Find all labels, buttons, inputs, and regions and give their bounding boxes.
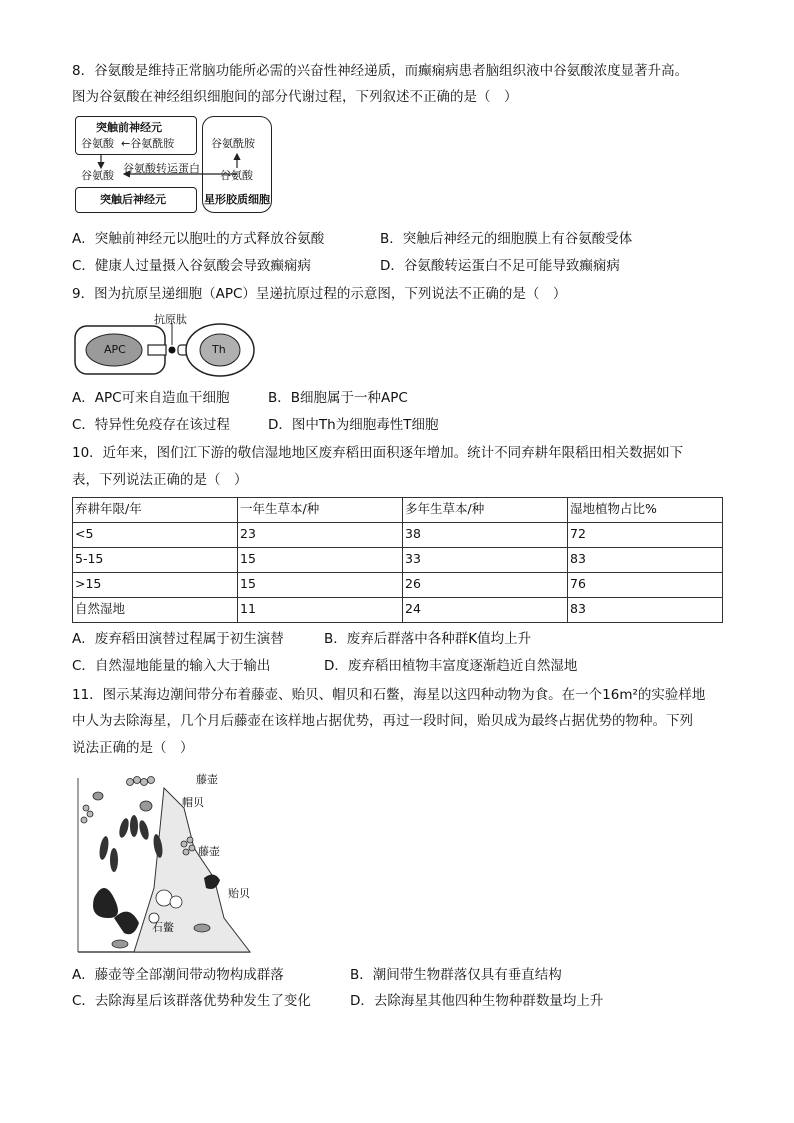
- q10-option-d: D．废弃稻田植物丰富度逐渐趋近自然湿地: [324, 658, 578, 674]
- label-mussel: 贻贝: [228, 887, 250, 900]
- table-cell: 83: [568, 598, 723, 623]
- table-cell: >15: [73, 573, 238, 598]
- glu-left-bottom: 谷氨酸: [81, 169, 114, 182]
- table-cell: 33: [403, 548, 568, 573]
- table-header-cell: 湿地植物占比%: [568, 498, 723, 523]
- table-row: [73, 598, 723, 623]
- table-cell: 15: [238, 573, 403, 598]
- q10-option-c: C．自然湿地能量的输入大于输出: [72, 658, 271, 674]
- q10-stem-line2: 表，下列说法正确的是（ ）: [72, 472, 248, 488]
- table-cell: 38: [403, 523, 568, 548]
- table-cell: 72: [568, 523, 723, 548]
- th-label: Th: [212, 343, 226, 356]
- q11-option-c: C．去除海星后该群落优势种发生了变化: [72, 993, 311, 1009]
- q11-option-d: D．去除海星其他四种生物种群数量均上升: [350, 993, 604, 1009]
- label-chiton: 石鳖: [152, 921, 174, 934]
- table-row: [73, 573, 723, 598]
- q8-option-d: D．谷氨酸转运蛋白不足可能导致癫痫病: [380, 258, 620, 274]
- glu-right: 谷氨酸: [220, 169, 253, 182]
- q9-option-c: C．特异性免疫存在该过程: [72, 417, 230, 433]
- table-cell: 26: [403, 573, 568, 598]
- q9-diagram: [74, 309, 264, 379]
- q8-stem-line2: 图为谷氨酸在神经组织细胞间的部分代谢过程，下列叙述不正确的是（ ）: [72, 89, 518, 105]
- astrocyte-label: 星形胶质细胞: [204, 193, 270, 206]
- q8-stem-line1: 8．谷氨酸是维持正常脑功能所必需的兴奋性神经递质，而癫痫病患者脑组织液中谷氨酸浓度显著升高。: [72, 63, 689, 79]
- table-cell: 15: [238, 548, 403, 573]
- antigen-dot: [169, 347, 176, 354]
- q8-option-b: B．突触后神经元的细胞膜上有谷氨酸受体: [380, 231, 633, 247]
- label-barnacle-mid: 藤壶: [198, 845, 220, 858]
- table-cell: 11: [238, 598, 403, 623]
- q9-stem: 9．图为抗原呈递细胞（APC）呈递抗原过程的示意图，下列说法不正确的是（ ）: [72, 286, 567, 302]
- q10-data-table: [72, 497, 723, 623]
- apc-label: APC: [104, 343, 126, 356]
- table-cell: 83: [568, 548, 723, 573]
- q11-stem-line2: 中人为去除海星，几个月后藤壶在该样地占据优势，再过一段时间，贻贝成为最终占据优势的物种。下列: [72, 713, 693, 729]
- table-row: [73, 548, 723, 573]
- table-header-cell: 弃耕年限/年: [73, 498, 238, 523]
- q11-intertidal-illustration: [74, 768, 254, 956]
- q10-option-b: B．废弃后群落中各种群K值均上升: [324, 631, 532, 647]
- table-cell: 76: [568, 573, 723, 598]
- q8-arrows: [74, 116, 274, 216]
- table-cell: 自然湿地: [73, 598, 238, 623]
- pre-neuron-label: 突触前神经元: [96, 121, 162, 134]
- table-cell: 23: [238, 523, 403, 548]
- glu-left-top: 谷氨酸: [81, 137, 114, 150]
- gln-right: 谷氨酰胺: [211, 137, 255, 150]
- table-header-cell: 多年生草本/种: [403, 498, 568, 523]
- q11-option-a: A．藤壶等全部潮间带动物构成群落: [72, 967, 284, 983]
- table-header-cell: 一年生草本/种: [238, 498, 403, 523]
- label-barnacle-top: 藤壶: [196, 773, 218, 786]
- q10-stem-line1: 10．近年来，图们江下游的敬信湿地地区废弃稻田面积逐年增加。统计不同弃耕年限稻田相关数据如下: [72, 445, 684, 461]
- antigen-peptide-label: 抗原肽: [154, 313, 187, 326]
- table-cell: <5: [73, 523, 238, 548]
- q9-option-d: D．图中Th为细胞毒性T细胞: [268, 417, 439, 433]
- table-cell: 24: [403, 598, 568, 623]
- table-header-row: [73, 498, 723, 523]
- transporter-label: 谷氨酸转运蛋白: [123, 162, 200, 175]
- gln-left: ←谷氨酰胺: [121, 137, 175, 150]
- q9-option-a: A．APC可来自造血干细胞: [72, 390, 230, 406]
- q11-stem-line3: 说法正确的是（ ）: [72, 740, 194, 756]
- q9-option-b: B．B细胞属于一种APC: [268, 390, 408, 406]
- q8-option-a: A．突触前神经元以胞吐的方式释放谷氨酸: [72, 231, 325, 247]
- table-cell: 5-15: [73, 548, 238, 573]
- q10-option-a: A．废弃稻田演替过程属于初生演替: [72, 631, 284, 647]
- q8-diagram: [74, 116, 274, 216]
- table-row: [73, 523, 723, 548]
- q8-option-c: C．健康人过量摄入谷氨酸会导致癫痫病: [72, 258, 311, 274]
- post-neuron-label: 突触后神经元: [100, 193, 166, 206]
- q11-stem-line1: 11．图示某海边潮间带分布着藤壶、贻贝、帽贝和石鳖，海星以这四种动物为食。在一个16m²的实验样地: [72, 687, 706, 703]
- q11-option-b: B．潮间带生物群落仅具有垂直结构: [350, 967, 562, 983]
- label-limpet: 帽贝: [182, 796, 204, 809]
- mhc-receptor: [148, 345, 166, 355]
